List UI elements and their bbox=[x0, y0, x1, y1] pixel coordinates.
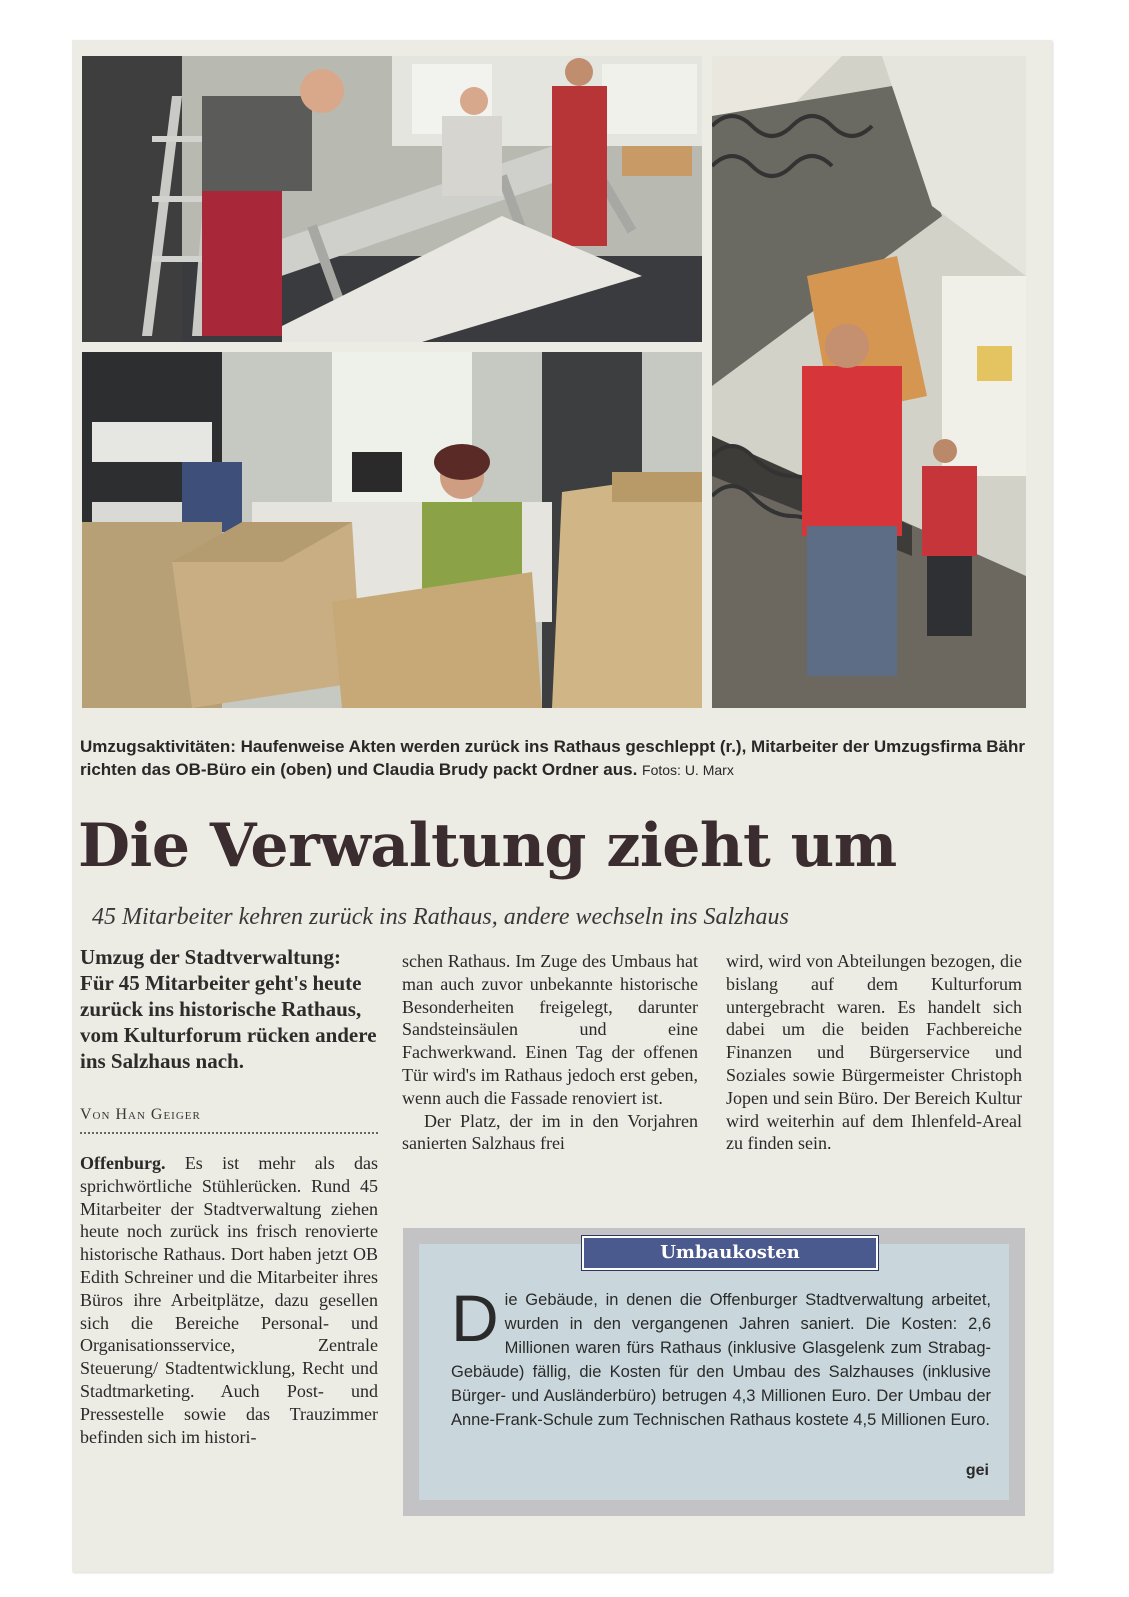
stairwell-carrying-box-photo bbox=[712, 56, 1026, 708]
column-3-paragraph: wird, wird von Abteilungen bezogen, die bislang auf dem Kulturforum untergebracht waren. Es handelt sich dabei um die beiden Fachbereiche Finanzen und Bürgerservice und Soziales sowie Bürgermeister Christoph Jopen und sein Büro. Der Bereich Kultur wird weiterhin auf dem Ihlenfeld-Areal zu finden sein. bbox=[726, 951, 1022, 1154]
drop-cap: D bbox=[451, 1281, 499, 1355]
headline: Die Verwaltung zieht um bbox=[78, 811, 897, 881]
infobox-text bbox=[451, 1281, 991, 1432]
photo-credit: Fotos: U. Marx bbox=[642, 762, 734, 778]
caption-text: Umzugsaktivitäten: Haufenweise Akten werden zurück ins Rathaus geschleppt (r.), Mitarbeiter der Umzugsfirma Bähr richten das OB-Büro ein (oben) und Claudia Brudy packt Ordner aus. bbox=[80, 737, 1025, 779]
packing-boxes-photo bbox=[82, 352, 702, 708]
column-1-text: Es ist mehr als das sprichwörtliche Stühlerücken. Rund 45 Mitarbeiter der Stadtverwaltung ziehen heute noch zurück ins frisch renovierte historische Rathaus. Dort haben jetzt OB Edith Schreiner und die Mitarbeiter ihres Büros ihre Arbeitplätze, dazu gesellen sich die Bereiche Personal- und Organisationsservice, Zentrale Steuerung/ Stadtentwicklung, Recht und Stadtmarketing. Auch Post- und Pressestelle sowie das Trauzimmer befinden sich im histori- bbox=[80, 1153, 379, 1447]
column-2-paragraph-2: Der Platz, der im in den Vorjahren sanierten Salzhaus frei bbox=[402, 1110, 698, 1154]
cost-infobox bbox=[403, 1228, 1025, 1516]
author-signature: gei bbox=[965, 1462, 989, 1479]
subheadline: 45 Mitarbeiter kehren zurück ins Rathaus, andere wechseln ins Salzhaus bbox=[92, 904, 789, 930]
column-2-paragraph-1: schen Rathaus. Im Zuge des Umbaus hat man auch zuvor unbekannte historische Besonderheiten freigelegt, darunter Sandsteinsäulen und eine Fachwerkwand. Einen Tag der offenen Tür wird's im Rathaus jedoch erst geben, wenn auch die Fassade renoviert ist. bbox=[402, 951, 698, 1108]
infobox-body: ie Gebäude, in denen die Offenburger Stadtverwaltung arbeitet, wurden in den vergangenen Jahren saniert. Die Kosten: 2,6 Millionen waren fürs Rathaus (inklusive Glasgelenk zum Strabag-Gebäude) fällig, die Kosten für den Umbau des Salzhauses (inklusive Bürger- und Ausländerbüro) betrugen 4,3 Millionen Euro. Der Umbau der Anne-Frank-Schule zum Technischen Rathaus kostete 4,5 Millionen Euro. bbox=[451, 1291, 991, 1429]
infobox-panel bbox=[419, 1244, 1009, 1500]
office-movers-photo bbox=[82, 56, 702, 342]
lead-paragraph: Umzug der Stadtverwaltung: Für 45 Mitarbeiter geht's heute zurück ins historische Rathaus, vom Kulturforum rücken andere ins Salzhaus nach. bbox=[80, 945, 377, 1073]
article-column-1 bbox=[80, 1152, 378, 1448]
photo-caption bbox=[80, 735, 1050, 782]
infobox-title: Umbaukosten bbox=[582, 1236, 878, 1270]
article-column-2 bbox=[402, 950, 698, 1155]
byline: Von Han Geiger bbox=[80, 1106, 201, 1123]
dateline: Offenburg. bbox=[80, 1153, 166, 1173]
byline-divider bbox=[80, 1132, 378, 1134]
article-column-3 bbox=[726, 950, 1022, 1155]
